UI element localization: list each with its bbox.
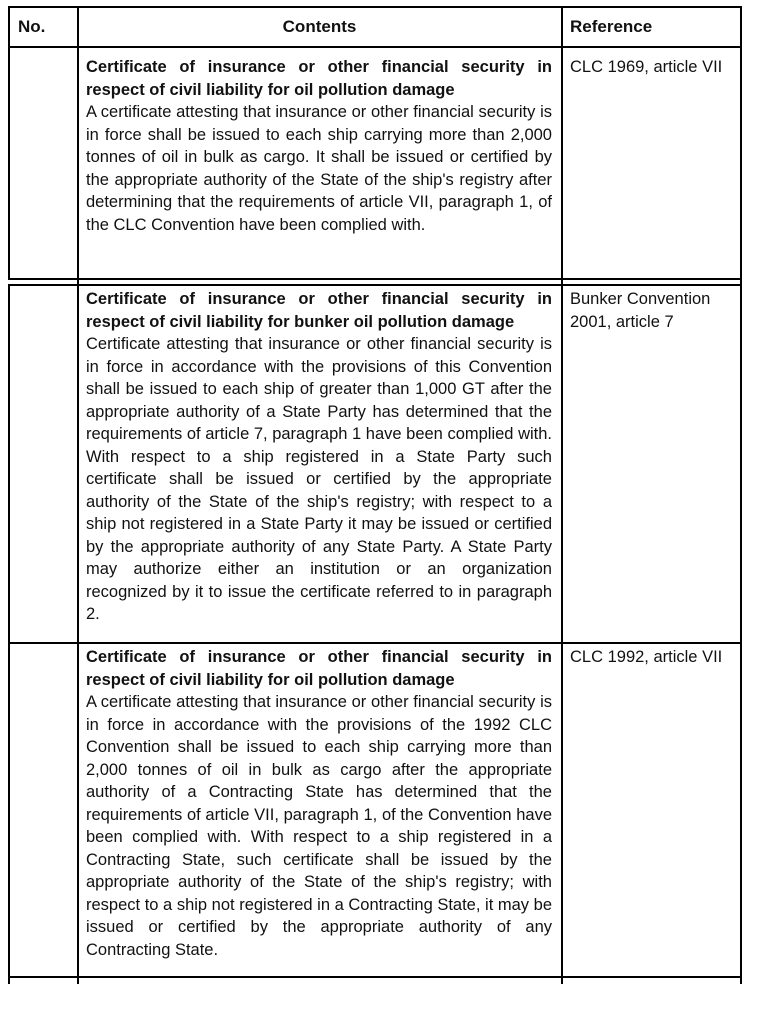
- row-reference: CLC 1992, article VII: [570, 648, 723, 666]
- row-title: Certificate of insurance or other financial security in respect of civil liability for oil pollution damage: [86, 58, 552, 99]
- row3-bottom-border: [8, 976, 742, 978]
- left-border-row1: [8, 48, 10, 280]
- row-body: Certificate attesting that insurance or other financial security is in force in accordance with the provisions of this Convention shall be issued to each ship of greater than 1,000 GT after the appropriate authority of a State Party has determined that the requirements of article 7, paragraph 1 have been complied with. With respect to a ship registered in a State Party such certificate shall be issued or certified by the appropriate authority of the State of the ship's registry; with respect to a ship not registered in a State Party it may be issued or certified by the appropriate authority of any State Party. A State Party may authorize either an institution or an organization recognized by it to issue the certificate referred to in paragraph 2.: [86, 335, 552, 623]
- right-border: [740, 6, 742, 984]
- table-row: [86, 288, 552, 626]
- header-contents: Contents: [282, 17, 357, 36]
- row2-top-border: [8, 284, 742, 286]
- header-reference: Reference: [570, 17, 653, 36]
- left-border-row3: [8, 642, 10, 984]
- row-body: A certificate attesting that insurance or other financial security is in force in accordance with the provisions of the 1992 CLC Convention shall be issued to each ship carrying more than 2,000 tonnes of oil in bulk as cargo after the appropriate authority of a Contracting State has determined that the requirements of article VII, paragraph 1, of the Convention have been complied with. With respect to a ship registered in a Contracting State, such certificate shall be issued by the appropriate authority of the State of the ship's registry; with respect to a ship not registered in a Contracting State, it may be issued or certified by the appropriate authority of any Contracting State.: [86, 693, 552, 959]
- row-body: A certificate attesting that insurance or other financial security is in force shall be issued to each ship carrying more than 2,000 tonnes of oil in bulk as cargo. It shall be issued or certified by the appropriate authority of the State of the ship's registry after determining that the requirements of article VII, paragraph 1, of the CLC Convention have been complied with.: [86, 103, 552, 234]
- row2-bottom-border: [8, 642, 742, 644]
- row-title: Certificate of insurance or other financial security in respect of civil liability for bunker oil pollution damage: [86, 290, 552, 331]
- header-no: No.: [18, 17, 46, 36]
- left-border: [8, 6, 10, 48]
- row1-bottom-border: [8, 278, 742, 280]
- table-row: [86, 646, 552, 961]
- col-divider-1: [77, 6, 79, 984]
- row-reference: CLC 1969, article VII: [570, 58, 723, 76]
- row-reference: Bunker Convention 2001, article 7: [570, 290, 711, 331]
- col-divider-2: [561, 6, 563, 984]
- row-title: Certificate of insurance or other financial security in respect of civil liability for oil pollution damage: [86, 648, 552, 689]
- table-row: [86, 56, 552, 236]
- left-border-row2: [8, 284, 10, 644]
